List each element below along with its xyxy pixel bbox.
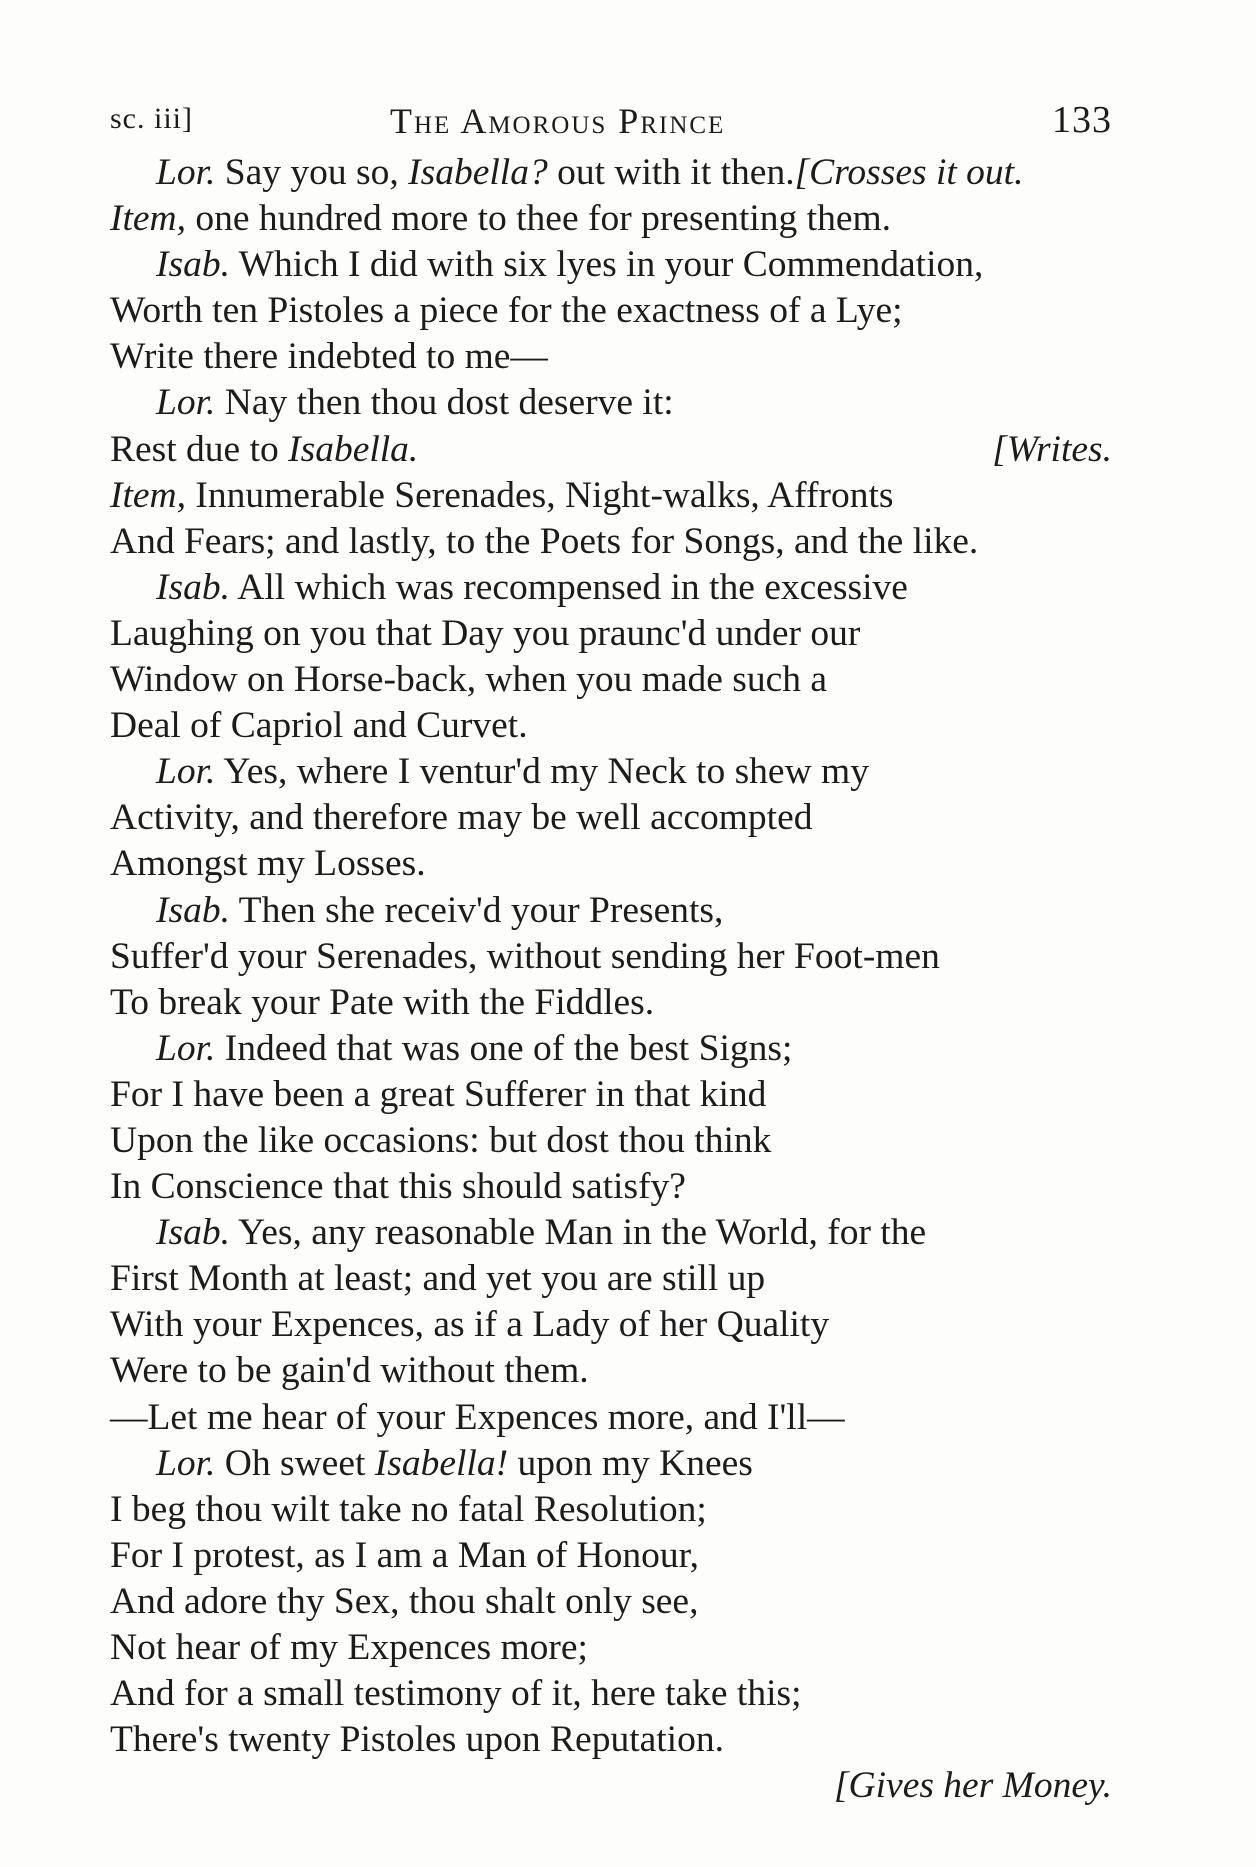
speaker-name: Lor. xyxy=(156,1442,216,1484)
text-line xyxy=(110,334,1112,380)
text-line xyxy=(110,888,1112,934)
text-line xyxy=(110,1441,1112,1487)
text-line xyxy=(110,427,1112,473)
text-line xyxy=(110,749,1112,795)
line-text: Activity, and therefore may be well accompted xyxy=(110,797,813,839)
text-line xyxy=(110,380,1112,426)
speaker-name: Lor. xyxy=(156,382,216,424)
line-text: Worth ten Pistoles a piece for the exactness of a Lye; xyxy=(110,290,903,332)
running-title: The Amorous Prince xyxy=(390,101,726,141)
stage-direction: [Gives her Money. xyxy=(833,1765,1112,1807)
line-text: Upon the like occasions: but dost thou think xyxy=(110,1119,772,1161)
line-text: To break your Pate with the Fiddles. xyxy=(110,981,655,1023)
play-text xyxy=(110,150,1112,1809)
line-text: upon my Knees xyxy=(508,1442,753,1484)
stage-direction: [Writes. xyxy=(992,428,1112,470)
page-number: 133 xyxy=(1052,99,1112,141)
line-text: out with it then. xyxy=(547,152,795,193)
line-text: Nay then thou dost deserve it: xyxy=(215,382,674,424)
line-text: Innumerable Serenades, Night-walks, Affronts xyxy=(186,474,894,516)
text-line xyxy=(110,1763,1112,1809)
text-line xyxy=(110,196,1112,242)
line-text: And adore thy Sex, thou shalt only see, xyxy=(110,1580,699,1622)
line-text: Oh sweet xyxy=(215,1442,375,1484)
text-line xyxy=(110,1395,1112,1441)
text-line xyxy=(110,980,1112,1026)
text-line xyxy=(110,657,1112,703)
italic-name: Isabella. xyxy=(288,428,419,470)
line-text: For I have been a great Sufferer in that kind xyxy=(110,1073,767,1115)
text-line xyxy=(110,1348,1112,1394)
line-text: Suffer'd your Serenades, without sending her Foot-men xyxy=(110,935,940,977)
line-text: Say you so, xyxy=(215,152,409,193)
line-text: With your Expences, as if a Lady of her Quality xyxy=(110,1304,830,1346)
text-line xyxy=(110,1072,1112,1118)
line-text: And Fears; and lastly, to the Poets for Songs, and the like. xyxy=(110,520,979,562)
line-text: Yes, where I ventur'd my Neck to shew my xyxy=(215,751,869,793)
line-text: I beg thou wilt take no fatal Resolution; xyxy=(110,1488,707,1530)
line-text: In Conscience that this should satisfy? xyxy=(110,1166,686,1208)
line-text: Were to be gain'd without them. xyxy=(110,1350,589,1392)
line-text: Deal of Capriol and Curvet. xyxy=(110,705,528,747)
line-text: Indeed that was one of the best Signs; xyxy=(215,1027,793,1069)
text-line xyxy=(110,1164,1112,1210)
text-line xyxy=(110,841,1112,887)
speaker-name: Lor. xyxy=(156,1027,216,1069)
line-text: First Month at least; and yet you are still up xyxy=(110,1258,766,1300)
line-text: There's twenty Pistoles upon Reputation. xyxy=(110,1719,724,1761)
italic-name: Isabella? xyxy=(408,152,548,193)
text-line xyxy=(110,1256,1112,1302)
text-line xyxy=(110,288,1112,334)
text-line xyxy=(110,1533,1112,1579)
text-line xyxy=(110,150,1112,196)
text-line xyxy=(110,934,1112,980)
speaker-name: Isab. xyxy=(156,889,230,931)
text-line xyxy=(110,1671,1112,1717)
line-text: For I protest, as I am a Man of Honour, xyxy=(110,1534,699,1576)
text-line xyxy=(110,565,1112,611)
line-text: Yes, any reasonable Man in the World, for the xyxy=(229,1212,927,1254)
text-line xyxy=(110,1487,1112,1533)
line-text: Window on Horse-back, when you made such a xyxy=(110,659,828,701)
text-line xyxy=(110,703,1112,749)
italic-word: Item, xyxy=(110,198,187,240)
text-line xyxy=(110,519,1112,565)
text-line xyxy=(110,1210,1112,1256)
speaker-name: Isab. xyxy=(156,566,230,608)
text-line xyxy=(110,1302,1112,1348)
running-header xyxy=(110,98,1112,148)
speaker-name: Isab. xyxy=(156,1212,230,1254)
text-line xyxy=(110,1579,1112,1625)
speaker-name: Isab. xyxy=(156,244,230,286)
text-line xyxy=(110,795,1112,841)
text-line xyxy=(110,1717,1112,1763)
line-text: —Let me hear of your Expences more, and I'll— xyxy=(110,1396,845,1438)
line-text: And for a small testimony of it, here take this; xyxy=(110,1673,802,1715)
text-line xyxy=(110,611,1112,657)
line-text: one hundred more to thee for presenting them. xyxy=(186,198,892,240)
italic-name: Isabella! xyxy=(374,1442,509,1484)
text-line xyxy=(110,1625,1112,1671)
text-line xyxy=(110,473,1112,519)
italic-word: Item, xyxy=(110,474,187,516)
line-text: Then she receiv'd your Presents, xyxy=(229,889,724,931)
speaker-name: Lor. xyxy=(156,152,216,193)
line-text: Which I did with six lyes in your Commendation, xyxy=(229,244,984,286)
stage-direction: [Crosses it out. xyxy=(794,152,1024,193)
line-text: Rest due to xyxy=(110,428,289,470)
line-text: Not hear of my Expences more; xyxy=(110,1627,588,1668)
line-text: All which was recompensed in the excessive xyxy=(229,566,908,608)
text-line xyxy=(110,1118,1112,1164)
line-text: Laughing on you that Day you praunc'd under our xyxy=(110,612,861,654)
line-text: Amongst my Losses. xyxy=(110,843,426,885)
line-text: Write there indebted to me— xyxy=(110,336,548,378)
scene-marker: sc. iii] xyxy=(110,102,193,135)
text-line xyxy=(110,1026,1112,1072)
speaker-name: Lor. xyxy=(156,751,216,793)
text-line xyxy=(110,242,1112,288)
